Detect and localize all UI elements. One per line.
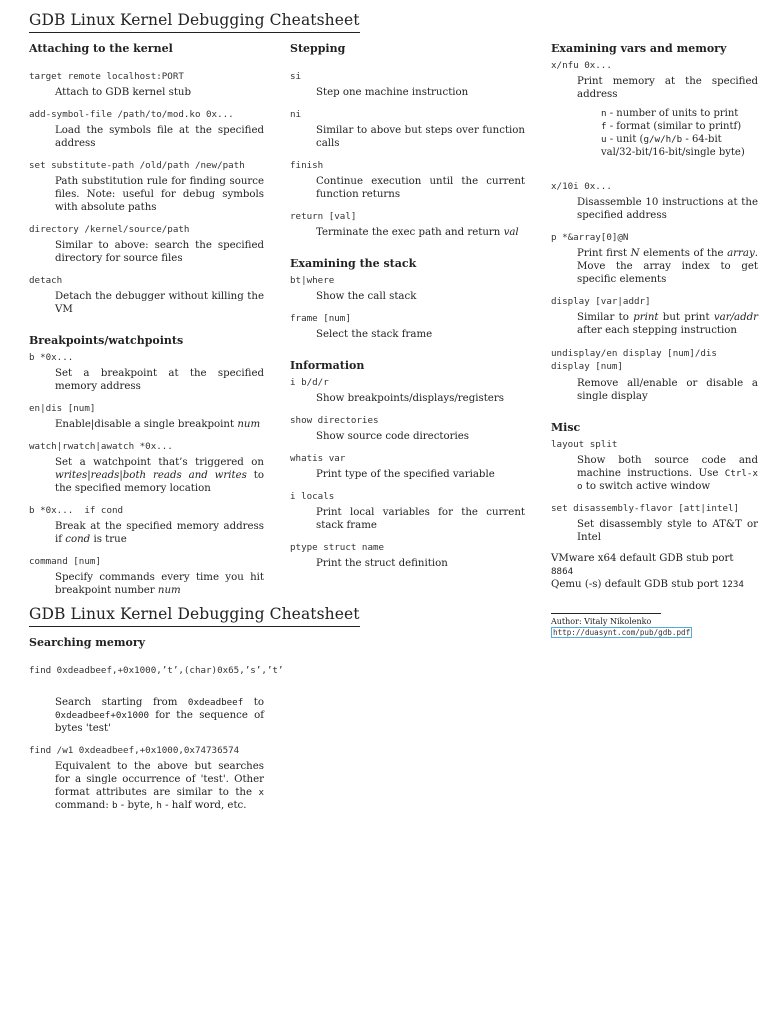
format-unit-list [601,107,758,159]
section-heading-misc: Misc [551,421,581,434]
command-detach: detach [29,275,63,286]
section-heading-stack: Examining the stack [290,257,417,270]
command-description: Set a breakpoint at the specified memory address [55,368,264,392]
command-si: si [290,71,302,82]
command-description: Similar to above but steps over function calls [316,125,525,149]
command-directory: directory /kernel/source/path [29,224,190,235]
command-description: Set disassembly style to AT&T or Intel [577,519,758,543]
command-description: Print memory at the specified address [577,76,758,100]
command-return: return [val] [290,211,357,222]
command-frame: frame [num] [290,313,351,324]
section-heading-stepping: Stepping [290,42,346,55]
command-disassemble: x/10i 0x... [551,181,612,192]
format-item-n: n - number of units to print [601,108,739,119]
command-description: Show breakpoints/displays/registers [316,393,504,404]
command-description: Enable|disable a single breakpoint num [55,419,261,430]
command-description: Select the stack frame [316,329,433,340]
command-description: Attach to GDB kernel stub [55,87,192,98]
section-heading-breakpoints: Breakpoints/watchpoints [29,334,184,347]
command-break-address: b *0x... [29,352,74,363]
command-conditional-break: b *0x... if cond [29,505,124,516]
section-heading-examining-vars: Examining vars and memory [551,42,727,55]
command-description: Print the struct definition [316,558,448,569]
command-ptype: ptype struct name [290,542,385,553]
command-description: Search starting from 0xdeadbeef to 0xdeadbeef+0x1000 for the sequence of bytes 'test' [55,697,264,734]
command-target-remote: target remote localhost:PORT [29,71,184,82]
format-item-u: u - unit (g/w/h/b - 64-bit val/32-bit/16-bit/single byte) [601,134,745,158]
command-description: Show both source code and machine instructions. Use Ctrl-x o to switch active window [577,455,758,492]
page-2-column [29,636,284,812]
command-description: Remove all/enable or disable a single display [577,378,758,402]
command-find-sequence: find 0xdeadbeef,+0x1000,’t’,(char)0x65,’s’,’t’ [29,665,284,676]
command-description: Detach the debugger without killing the VM [55,291,264,315]
command-info-locals: i locals [290,491,335,502]
command-description: Show the call stack [316,291,417,302]
command-description: Show source code directories [316,431,470,442]
command-watchpoints: watch|rwatch|awatch *0x... [29,441,173,452]
command-description: Print type of the specified variable [316,469,495,480]
page-2-title: GDB Linux Kernel Debugging Cheatsheet [29,605,360,627]
command-description: Specify commands every time you hit breakpoint number num [55,572,264,596]
command-description: Print local variables for the current stack frame [316,507,525,531]
command-find-word: find /w1 0xdeadbeef,+0x1000,0x74736574 [29,745,240,756]
command-description: Set a watchpoint that’s triggered on writes|reads|both reads and writes to the specified memory location [55,457,265,494]
command-description: Similar to above: search the specified directory for source files [55,240,264,264]
command-description: Step one machine instruction [316,87,469,98]
command-description: Similar to print but print var/addr after each stepping instruction [577,312,758,336]
command-add-symbol-file: add-symbol-file /path/to/mod.ko 0x... [29,109,234,120]
source-link[interactable]: http://duasynt.com/pub/gdb.pdf [553,628,691,637]
command-info: i b/d/r [290,377,329,388]
command-show-directories: show directories [290,415,379,426]
command-description: Terminate the exec path and return val [316,227,519,238]
command-description: Print first N elements of the array. Move the array index to get specific elements [577,248,758,285]
section-heading-attaching: Attaching to the kernel [29,42,173,55]
command-commands: command [num] [29,556,101,567]
command-examine-memory: x/nfu 0x... [551,60,612,71]
command-layout-split: layout split [551,439,618,450]
command-undisplay: undisplay/en display [num]/dis display [num] [551,348,717,372]
command-finish: finish [290,160,324,171]
column-right [551,42,758,638]
command-disassembly-flavor: set disassembly-flavor [att|intel] [551,503,740,514]
command-description: Equivalent to the above but searches for a single occurrence of 'test'. Other format attributes are similar to the x command: b - byte, h - half word, etc. [55,761,264,811]
command-backtrace: bt|where [290,275,335,286]
command-print-array: p *&array[0]@N [551,232,629,243]
command-whatis: whatis var [290,453,346,464]
command-enable-disable: en|dis [num] [29,403,96,414]
command-description: Disassemble 10 instructions at the specified address [577,197,758,221]
section-heading-searching-memory: Searching memory [29,636,146,649]
command-description: Path substitution rule for finding source files. Note: useful for debug symbols with absolute paths [55,176,264,213]
format-item-f: f - format (similar to printf) [601,121,742,132]
author-name: Author: Vitaly Nikolenko [551,617,652,626]
author-footer [551,613,691,638]
command-substitute-path: set substitute-path /old/path /new/path [29,160,245,171]
page-title: GDB Linux Kernel Debugging Cheatsheet [29,11,360,33]
command-description: Continue execution until the current function returns [316,176,525,200]
column-left [29,42,264,597]
section-heading-information: Information [290,359,365,372]
column-middle [290,42,525,570]
command-display: display [var|addr] [551,296,651,307]
command-description: Load the symbols file at the specified address [55,125,264,149]
command-description: Break at the specified memory address if cond is true [55,521,264,545]
command-ni: ni [290,109,302,120]
vmware-port-note: VMware x64 default GDB stub port 8864 Qemu (-s) default GDB stub port 1234 [551,553,744,590]
